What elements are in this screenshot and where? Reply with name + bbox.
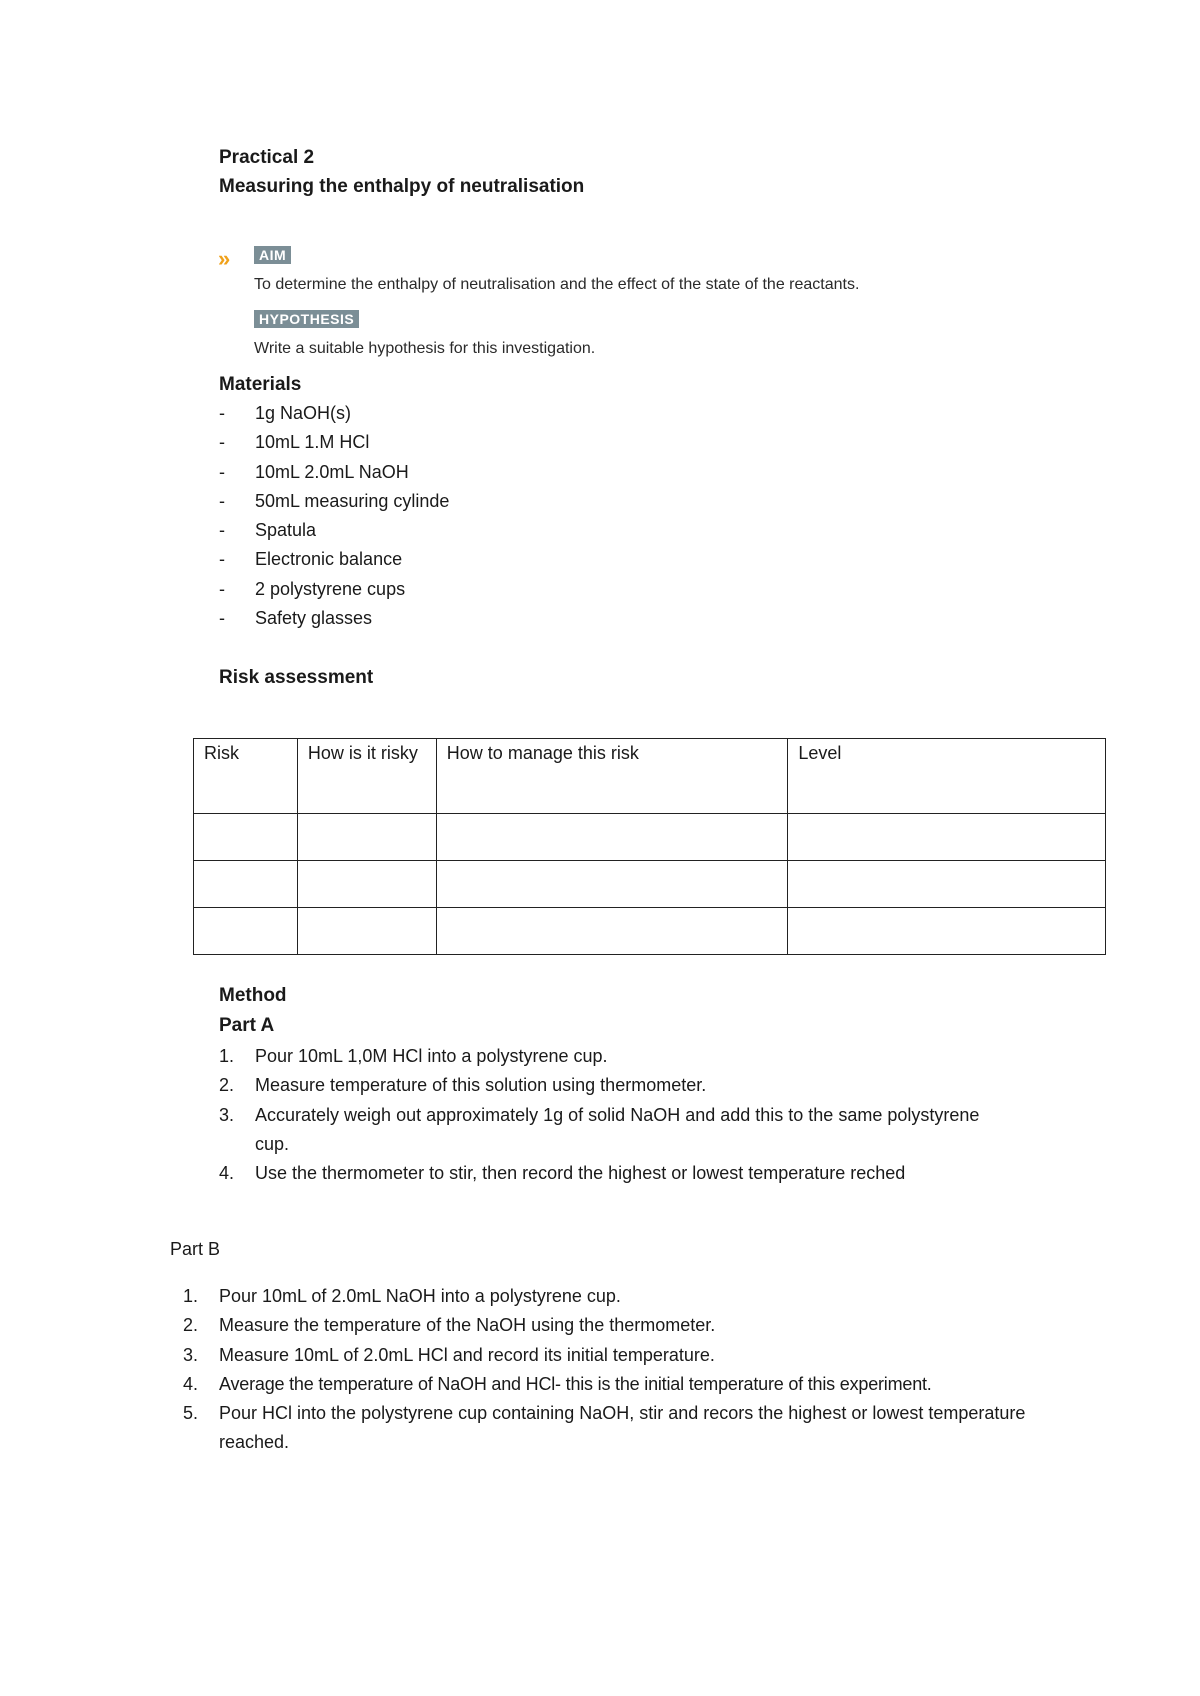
risk-heading: Risk assessment <box>219 667 374 688</box>
table-cell[interactable] <box>297 814 436 861</box>
list-item: - 2 polystyrene cups <box>219 578 406 599</box>
table-cell[interactable] <box>194 861 298 908</box>
table-cell[interactable] <box>194 814 298 861</box>
column-header-risk: Risk <box>194 739 298 814</box>
table-cell[interactable] <box>436 908 788 955</box>
table-cell[interactable] <box>297 908 436 955</box>
list-item: 5. Pour HCl into the polystyrene cup containing NaOH, stir and recors the highest or lowest temperature reached. <box>183 1403 1026 1453</box>
table-cell[interactable] <box>297 861 436 908</box>
hypothesis-tag: HYPOTHESIS <box>254 310 359 328</box>
column-header-manage: How to manage this risk <box>436 739 788 814</box>
list-item: - 50mL measuring cylinde <box>219 490 450 511</box>
aim-text: To determine the enthalpy of neutralisation and the effect of the state of the reactants. <box>254 276 860 293</box>
table-header-row <box>194 739 1106 814</box>
table-row <box>194 908 1106 955</box>
method-heading: Method <box>219 985 287 1006</box>
table-cell[interactable] <box>788 908 1106 955</box>
list-item: 4. Average the temperature of NaOH and HCl- this is the initial temperature of this experiment. <box>183 1373 932 1394</box>
materials-heading: Materials <box>219 374 302 395</box>
list-item: 1. Pour 10mL 1,0M HCl into a polystyrene cup. <box>219 1046 608 1066</box>
hypothesis-text: Write a suitable hypothesis for this investigation. <box>254 340 596 357</box>
list-item: 1. Pour 10mL of 2.0mL NaOH into a polystyrene cup. <box>183 1286 621 1306</box>
double-chevron-icon: » <box>218 246 228 271</box>
table-cell[interactable] <box>436 861 788 908</box>
aim-tag: AIM <box>254 246 291 264</box>
list-item: 4. Use the thermometer to stir, then record the highest or lowest temperature reched <box>219 1163 906 1184</box>
table-row <box>194 861 1106 908</box>
column-header-level: Level <box>788 739 1106 814</box>
column-header-how-risky: How is it risky <box>297 739 436 814</box>
list-item: - Electronic balance <box>219 549 403 570</box>
list-item: - Spatula <box>219 520 317 541</box>
list-item: - 1g NaOH(s) <box>219 403 352 423</box>
list-item: 3. Measure 10mL of 2.0mL HCl and record its initial temperature. <box>183 1344 715 1365</box>
list-item: 3. Accurately weigh out approximately 1g of solid NaOH and add this to the same polystyrene cup. <box>219 1104 980 1154</box>
part-a-heading: Part A <box>219 1015 275 1036</box>
table-cell[interactable] <box>194 908 298 955</box>
list-item: - 10mL 2.0mL NaOH <box>219 461 409 482</box>
table-cell[interactable] <box>436 814 788 861</box>
part-b-steps <box>183 1282 1083 1458</box>
risk-table <box>193 738 1106 955</box>
list-item: - Safety glasses <box>219 608 373 629</box>
list-item: - 10mL 1.M HCl <box>219 432 370 453</box>
list-item: 2. Measure the temperature of the NaOH using the thermometer. <box>183 1315 716 1336</box>
page-title: Measuring the enthalpy of neutralisation <box>219 176 585 197</box>
part-b-heading: Part B <box>170 1239 221 1259</box>
list-item: 2. Measure temperature of this solution using thermometer. <box>219 1075 707 1096</box>
part-a-steps <box>219 1042 1019 1188</box>
table-cell[interactable] <box>788 814 1106 861</box>
table-cell[interactable] <box>788 861 1106 908</box>
table-row <box>194 814 1106 861</box>
materials-list <box>219 399 819 633</box>
practical-number: Practical 2 <box>219 147 315 168</box>
